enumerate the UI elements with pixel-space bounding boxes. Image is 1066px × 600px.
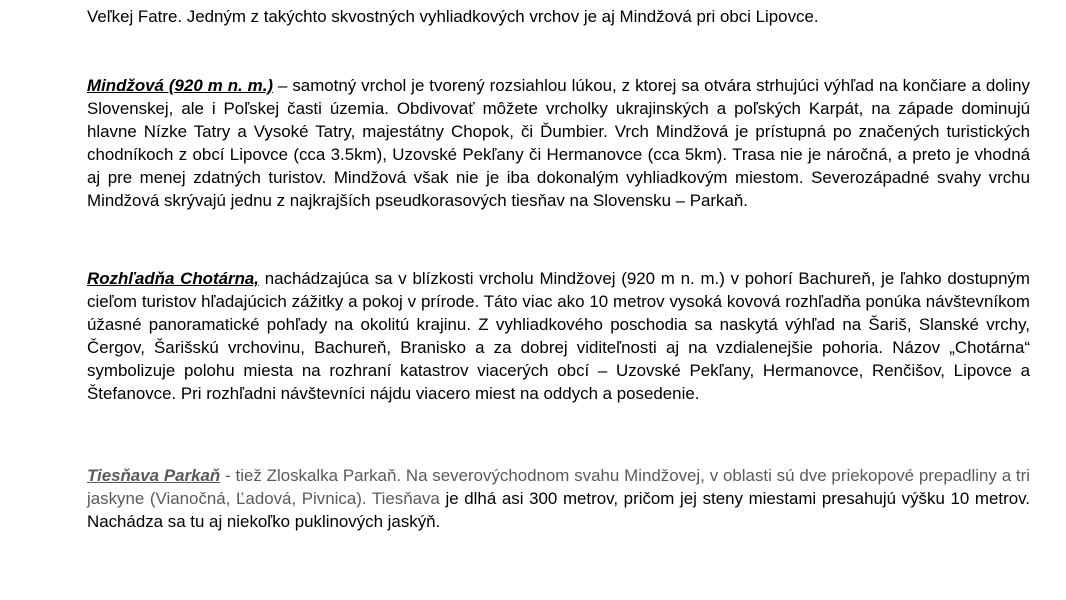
parkan-body-black: je dlhá asi 300 metrov, pričom jej steny miestami presahujú výšku 10 metrov. Nachádza sa tu aj niekoľko puklinových jaskýň.	[87, 489, 1030, 531]
paragraph-spacer	[87, 405, 1030, 464]
intro-paragraph	[87, 5, 1030, 28]
chotarna-paragraph	[87, 267, 1030, 405]
mindzova-body: – samotný vrchol je tvorený rozsiahlou lúkou, z ktorej sa otvára strhujúci výhľad na končiare a doliny Slovenskej, ale i Poľskej časti územia. Obdivovať môžete vrcholky ukrajinských a poľských Karpát, na západe dominujú hlavne Nízke Tatry a Vysoké Tatry, majestátny Chopok, či Ďumbier. Vrch Mindžová je prístupná po značených turistických chodníkoch z obcí Lipovce (cca 3.5km), Uzovské Pekľany či Hermanovce (cca 5km). Trasa nie je náročná, a preto je vhodná aj pre menej zdatných turistov. Mindžová však nie je iba dokonalým vyhliadkovým miestom. Severozápadné svahy vrchu Mindžová skrývajú jednu z najkrajších pseudkorasových tiesňav na Slovensku – Parkaň.	[87, 76, 1030, 210]
paragraph-spacer	[87, 28, 1030, 74]
parkan-paragraph	[87, 464, 1030, 533]
parkan-body-grey: - tiež Zloskalka Parkaň. Na severovýchodnom svahu Mindžovej, v oblasti sú dve priekopové prepadliny a tri jaskyne (Vianočná, Ľadová, Pivnica). Tiesňava	[87, 466, 1030, 508]
mindzova-heading: Mindžová (920 m n. m.)	[87, 76, 274, 95]
mindzova-paragraph	[87, 74, 1030, 212]
intro-text: Veľkej Fatre. Jedným z takýchto skvostných vyhliadkových vrchov je aj Mindžová pri obci Lipovce.	[87, 7, 819, 26]
document-page	[87, 5, 1030, 533]
chotarna-heading: Rozhľadňa Chotárna,	[87, 269, 259, 288]
parkan-heading: Tiesňava Parkaň	[87, 466, 221, 485]
paragraph-spacer	[87, 212, 1030, 267]
chotarna-body: nachádzajúca sa v blízkosti vrcholu Mindžovej (920 m n. m.) v pohorí Bachureň, je ľahko dostupným cieľom turistov hľadajúcich zážitky a pokoj v prírode. Táto viac ako 10 metrov vysoká kovová rozhľadňa ponúka návštevníkom úžasné panoramatické pohľady na okolitú krajinu. Z vyhliadkového poschodia sa naskytá výhľad na Šariš, Slanské vrchy, Čergov, Šarišskú vrchovinu, Bachureň, Branisko a za dobrej viditeľnosti aj na vzdialenejšie pohoria. Názov „Chotárna“ symbolizuje polohu miesta na rozhraní katastrov viacerých obcí – Uzovské Pekľany, Hermanovce, Renčišov, Lipovce a Štefanovce. Pri rozhľadni návštevníci nájdu viacero miest na oddych a posedenie.	[87, 269, 1030, 403]
